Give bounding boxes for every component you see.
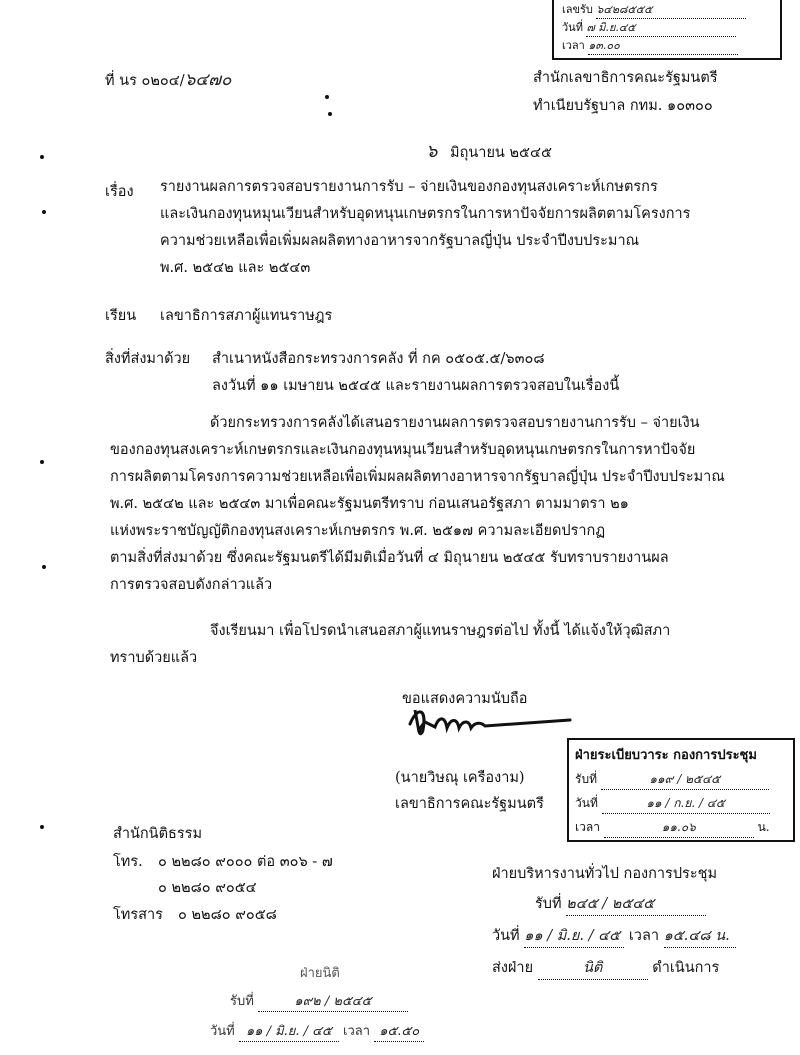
contact-office: สำนักนิติธรรม [113, 826, 202, 842]
contact-tel-1: ๐ ๒๒๘๐ ๙๐๐๐ ต่อ ๓๐๖ - ๗ [158, 854, 333, 870]
scan-speck [42, 210, 46, 214]
enclosure-line: ลงวันที่ ๑๑ เมษายน ๒๕๔๕ และรายงานผลการตรวจสอบในเรื่องนี้ [212, 378, 620, 394]
closing-text: ขอแสดงความนับถือ [402, 691, 528, 707]
bottom-stamp-recv [230, 990, 408, 1012]
subject-text [160, 174, 690, 282]
signature-image [405, 702, 575, 740]
contact-fax-label: โทรสาร [113, 907, 163, 923]
contact-tel-2: ๐ ๒๒๘๐ ๙๐๕๔ [158, 880, 257, 896]
stamp-title: ฝ่ายระเบียบวาระ กองการประชุม [575, 748, 757, 763]
sender-office: สำนักเลขาธิการคณะรัฐมนตรี [533, 70, 718, 86]
stamp-label: รับที่ [230, 994, 254, 1009]
stamp-label: วันที่ [492, 928, 520, 944]
stamp-value: ๒๔๕ / ๒๕๔๕ [566, 892, 706, 916]
body-paragraph-2 [110, 618, 735, 672]
stamp-value: ๑๑ / มิ.ย. / ๔๕ [239, 1020, 339, 1042]
stamp-label: รับที่ [575, 772, 597, 786]
body-line: ตามสิ่งที่ส่งมาด้วย ซึ่งคณะรัฐมนตรีได้มีมติเมื่อวันที่ ๔ มิถุนายน ๒๕๔๕ รับทราบรายงานผล [110, 550, 669, 566]
stamp-unit: น. [757, 820, 770, 834]
reference-prefix: ที่ นร ๐๒๐๔/ [105, 73, 185, 89]
stamp-label: ดำเนินการ [652, 960, 720, 976]
date-month-year: มิถุนายน ๒๕๔๕ [450, 145, 552, 161]
admin-stamp-recv [535, 892, 706, 916]
admin-stamp-title: ฝ่ายบริหารงานทั่วไป กองการประชุม [492, 866, 718, 882]
enclosure-line: สำเนาหนังสือกระทรวงการคลัง ที่ กค ๐๕๐๕.๕/๖๓๐๘ [212, 351, 545, 367]
stamp-value: ๑๕.๔๘ น. [664, 924, 736, 948]
letter-date [426, 136, 552, 165]
reference-number [105, 66, 231, 93]
stamp-label: เวลา [628, 928, 659, 944]
admin-stamp-date [492, 924, 736, 948]
bottom-stamp-title: ฝ่ายนิติ [300, 966, 340, 981]
bottom-stamp-date [210, 1020, 424, 1042]
body-paragraph-1 [110, 410, 735, 599]
receipt-stamp-top [552, 0, 782, 60]
contact-fax: ๐ ๒๒๘๐ ๙๐๕๘ [178, 907, 277, 923]
body-line: แห่งพระราชบัญญัติกองทุนสงเคราะห์เกษตรกร พ.ศ. ๒๕๑๗ ความละเอียดปรากฏ [110, 523, 606, 539]
stamp-value: ๑๑ / ก.ย. / ๔๕ [602, 794, 770, 814]
signer-position: เลขาธิการคณะรัฐมนตรี [395, 796, 544, 812]
scan-speck [40, 825, 44, 829]
scan-speck [42, 565, 46, 569]
subject-label: เรื่อง [105, 184, 134, 200]
stamp-value: ๑๙๒ / ๒๕๔๕ [258, 990, 408, 1012]
stamp-label: เวลา [343, 1024, 371, 1039]
stamp-label: ส่งฝ่าย [492, 960, 534, 976]
subject-line: พ.ศ. ๒๕๔๒ และ ๒๕๔๓ [160, 260, 311, 276]
stamp-label: เลขรับ [562, 3, 593, 16]
body-line: พ.ศ. ๒๕๔๒ และ ๒๕๔๓ มาเพื่อคณะรัฐมนตรีทราบ ก่อนเสนอรัฐสภา ตามมาตรา ๒๑ [110, 496, 629, 512]
scan-speck [40, 155, 44, 159]
scan-speck [328, 112, 332, 116]
body-line: ทราบด้วยแล้ว [110, 650, 198, 666]
subject-line: และเงินกองทุนหมุนเวียนสำหรับอุดหนุนเกษตรกรในการหาปัจจัยการผลิตตามโครงการ [160, 206, 691, 222]
signer-name: (นายวิษณุ เครืองาม) [395, 770, 525, 786]
date-day-handwritten: ๖ [426, 141, 438, 162]
body-line: ด้วยกระทรวงการคลังได้เสนอรายงานผลการตรวจสอบรายงานการรับ – จ่ายเงิน [210, 415, 700, 431]
stamp-value: ๖๔๒๘๕๕๕ [596, 0, 746, 19]
stamp-label: วันที่ [210, 1024, 235, 1039]
body-line: ของกองทุนสงเคราะห์เกษตรกรและเงินกองทุนหมุนเวียนสำหรับอุดหนุนเกษตรกรในการหาปัจจัย [110, 442, 696, 458]
scan-speck [40, 460, 44, 464]
to-label: เรียน [105, 308, 137, 324]
stamp-value: ๑๓.๐๐ [588, 36, 738, 55]
reference-handwritten: ๖๔๗๐ [184, 70, 232, 90]
stamp-label: เวลา [575, 820, 600, 834]
stamp-value: ๑๑ / มิ.ย. / ๔๕ [524, 924, 624, 948]
to-recipient: เลขาธิการสภาผู้แทนราษฎร [160, 308, 333, 324]
stamp-value: นิติ [538, 956, 648, 980]
stamp-label: วันที่ [562, 21, 583, 34]
stamp-label: วันที่ [575, 796, 598, 810]
contact-tel-label: โทร. [113, 854, 143, 870]
stamp-label: รับที่ [535, 896, 562, 912]
subject-line: ความช่วยเหลือเพื่อเพิ่มผลผลิตทางอาหารจากรัฐบาลญี่ปุ่น ประจำปีงบประมาณ [160, 233, 640, 249]
enclosure-label: สิ่งที่ส่งมาด้วย [105, 351, 191, 367]
admin-stamp-send [492, 956, 719, 980]
stamp-value: ๑๕.๕๐ [374, 1020, 424, 1042]
scan-speck [325, 95, 329, 99]
meeting-division-stamp [567, 738, 795, 842]
body-line: การผลิตตามโครงการความช่วยเหลือเพื่อเพิ่มผลผลิตทางอาหารจากรัฐบาลญี่ปุ่น ประจำปีงบประมาณ [110, 469, 725, 485]
body-line: จึงเรียนมา เพื่อโปรดนำเสนอสภาผู้แทนราษฎรต่อไป ทั้งนี้ ได้แจ้งให้วุฒิสภา [210, 623, 671, 639]
stamp-value: ๗ มิ.ย.๔๕ [586, 18, 736, 37]
stamp-value: ๑๑.๐๖ [604, 818, 754, 838]
stamp-value: ๑๑๙ / ๒๕๔๕ [601, 770, 769, 790]
subject-line: รายงานผลการตรวจสอบรายงานการรับ – จ่ายเงินของกองทุนสงเคราะห์เกษตรกร [160, 179, 658, 195]
sender-address: ทำเนียบรัฐบาล กทม. ๑๐๓๐๐ [533, 98, 713, 114]
stamp-label: เวลา [562, 39, 585, 52]
body-line: การตรวจสอบดังกล่าวแล้ว [110, 577, 273, 593]
